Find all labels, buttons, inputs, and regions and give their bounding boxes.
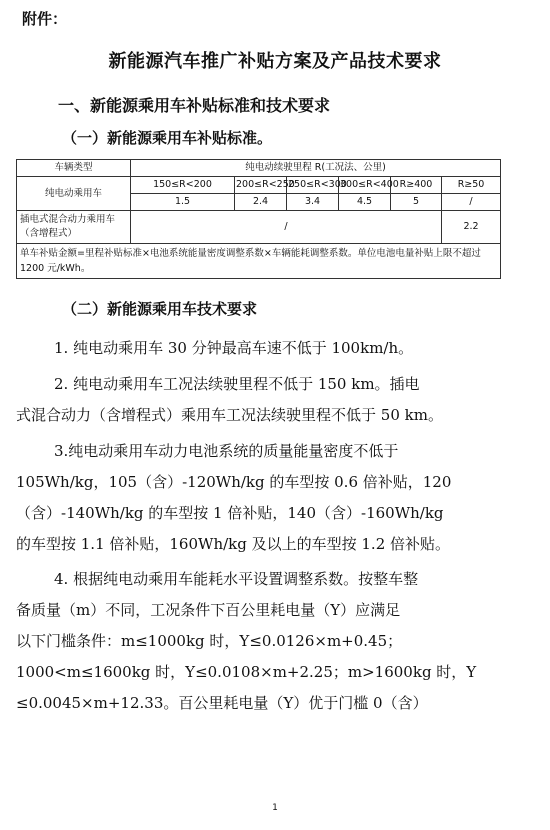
table-row (17, 211, 501, 244)
paragraph-line: ≤0.0045×m+12.33。百公里耗电量（Y）优于门槛 0（含） (16, 694, 428, 712)
paragraph-line: 1. 纯电动乘用车 30 分钟最高车速不低于 100km/h。 (54, 339, 414, 357)
paragraph-line: 4. 根据纯电动乘用车能耗水平设置调整系数。按整车整 (54, 570, 419, 588)
paragraph-line: （含）-140Wh/kg 的车型按 1 倍补贴，140（含）-160Wh/kg (16, 504, 444, 522)
paragraph-line: 3.纯电动乘用车动力电池系统的质量能量密度不低于 (54, 442, 399, 460)
paragraph-3 (16, 436, 504, 560)
paragraph-line: 2. 纯电动乘用车工况法续驶里程不低于 150 km。插电 (54, 375, 420, 393)
range-header: 纯电动续驶里程 R(工况法、公里) (131, 160, 501, 177)
value-cell: 3.4 (287, 194, 339, 211)
paragraph-4 (16, 564, 504, 719)
vehicle-type-header: 车辆类型 (17, 160, 131, 177)
document-title: 新能源汽车推广补贴方案及产品技术要求 (108, 51, 442, 72)
attachment-label: 附件： (22, 10, 68, 28)
subsidy-table (16, 159, 501, 279)
value-cell: / (442, 194, 501, 211)
value-cell: 2.4 (235, 194, 287, 211)
paragraph-line: 以下门槛条件：m≤1000kg 时，Y≤0.0126×m+0.45； (16, 632, 403, 650)
range-cell: 250≤R<300 (287, 177, 339, 194)
subsection-heading-1: （一）新能源乘用车补贴标准。 (62, 129, 273, 147)
table-note-row (17, 244, 501, 279)
range-cell: 200≤R<250 (235, 177, 287, 194)
paragraph-line: 备质量（m）不同，工况条件下百公里耗电量（Y）应满足 (16, 601, 401, 619)
paragraph-line: 105Wh/kg，105（含）-120Wh/kg 的车型按 0.6 倍补贴，120 (16, 473, 452, 491)
bev-label: 纯电动乘用车 (17, 177, 131, 211)
subsection-heading-2: （二）新能源乘用车技术要求 (62, 300, 258, 318)
paragraph-line: 1000<m≤1600kg 时，Y≤0.0108×m+2.25；m>1600kg 时，Y (16, 663, 477, 681)
paragraph-line: 的车型按 1.1 倍补贴，160Wh/kg 及以上的车型按 1.2 倍补贴。 (16, 535, 451, 553)
section-heading-1: 一、新能源乘用车补贴标准和技术要求 (58, 96, 331, 115)
phev-label: 插电式混合动力乘用车（含增程式） (17, 211, 131, 244)
value-cell: 5 (391, 194, 442, 211)
range-cell: 150≤R<200 (131, 177, 235, 194)
table-note: 单车补贴金额=里程补贴标准×电池系统能量密度调整系数×车辆能耗调整系数。单位电池电量补贴上限不超过 1200 元/kWh。 (17, 244, 501, 279)
paragraph-line: 式混合动力（含增程式）乘用车工况法续驶里程不低于 50 km。 (16, 406, 443, 424)
value-cell: 1.5 (131, 194, 235, 211)
paragraph-1 (16, 333, 504, 364)
range-cell: 300≤R<400 (339, 177, 391, 194)
phev-middle-cell: / (131, 211, 442, 244)
paragraph-2 (16, 369, 504, 431)
page-number: 1 (272, 803, 278, 813)
table-header-row (17, 160, 501, 177)
range-cell: R≥50 (442, 177, 501, 194)
phev-value-cell: 2.2 (442, 211, 501, 244)
range-cell: R≥400 (391, 177, 442, 194)
table-row (17, 177, 501, 194)
value-cell: 4.5 (339, 194, 391, 211)
